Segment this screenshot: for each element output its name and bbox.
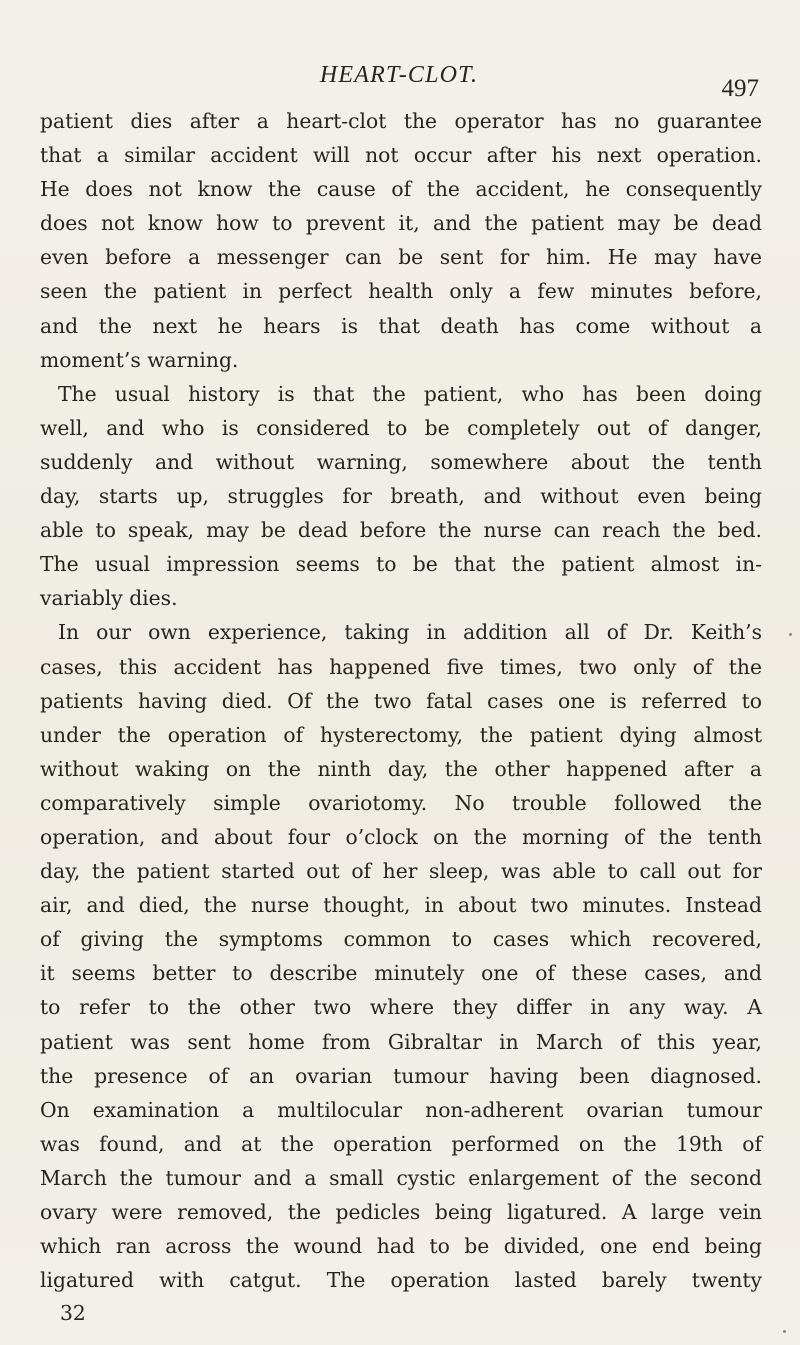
text-line: which ran across the wound had to be divided, one end being — [40, 1234, 762, 1259]
text-line: that a similar accident will not occur after his next operation. — [40, 143, 762, 168]
text-line: able to speak, may be dead before the nurse can reach the bed. — [40, 518, 762, 543]
body-text — [40, 104, 762, 1297]
page-number: 497 — [721, 75, 759, 102]
text-line: variably dies. — [40, 586, 178, 611]
text-line: does not know how to prevent it, and the patient may be dead — [40, 211, 762, 236]
edge-speck — [783, 1330, 786, 1333]
running-head — [0, 60, 800, 102]
text-line: well, and who is considered to be completely out of danger, — [40, 415, 762, 440]
text-line: He does not know the cause of the accident, he consequently — [40, 177, 762, 202]
text-line: of giving the symptoms common to cases which recovered, — [40, 927, 762, 952]
text-line: seen the patient in perfect health only a few minutes before, — [40, 279, 762, 304]
text-line: day, starts up, struggles for breath, and without even being — [40, 484, 762, 509]
text-line: In our own experience, taking in addition all of Dr. Keith’s — [58, 620, 762, 645]
text-line: even before a messenger can be sent for him. He may have — [40, 245, 762, 270]
text-line: The usual impression seems to be that the patient almost in- — [40, 552, 762, 577]
text-line: The usual history is that the patient, who has been doing — [58, 381, 762, 406]
text-line: the presence of an ovarian tumour having been diagnosed. — [40, 1063, 762, 1088]
text-line: comparatively simple ovariotomy. No trouble followed the — [40, 790, 762, 815]
text-line: under the operation of hysterectomy, the patient dying almost — [40, 722, 762, 747]
text-line: it seems better to describe minutely one of these cases, and — [40, 961, 762, 986]
text-line: and the next he hears is that death has come without a — [40, 313, 762, 338]
text-line: moment’s warning. — [40, 347, 239, 372]
text-line: patients having died. Of the two fatal cases one is referred to — [40, 688, 762, 713]
edge-speck — [789, 633, 792, 636]
text-line: operation, and about four o’clock on the morning of the tenth — [40, 824, 762, 849]
text-line: patient dies after a heart-clot the operator has no guarantee — [40, 109, 762, 133]
text-line: air, and died, the nurse thought, in about two minutes. Instead — [40, 893, 762, 918]
text-line: patient was sent home from Gibraltar in March of this year, — [40, 1029, 762, 1054]
text-line: On examination a multilocular non-adherent ovarian tumour — [40, 1097, 762, 1122]
text-line: ligatured with catgut. The operation lasted barely twenty — [40, 1268, 762, 1293]
running-title: HEART-CLOT. — [319, 62, 479, 88]
text-line: March the tumour and a small cystic enlargement of the second — [40, 1165, 762, 1190]
text-line: was found, and at the operation performed on the 19th of — [40, 1131, 762, 1156]
text-line: to refer to the other two where they differ in any way. A — [40, 995, 762, 1020]
text-line: day, the patient started out of her sleep, was able to call out for — [40, 859, 762, 884]
text-line: ovary were removed, the pedicles being ligatured. A large vein — [40, 1200, 762, 1224]
text-line: cases, this accident has happened five times, two only of the — [40, 654, 762, 679]
signature-mark: 32 — [60, 1301, 86, 1325]
text-line: without waking on the ninth day, the other happened after a — [40, 756, 762, 781]
text-line: suddenly and without warning, somewhere about the tenth — [40, 449, 762, 474]
